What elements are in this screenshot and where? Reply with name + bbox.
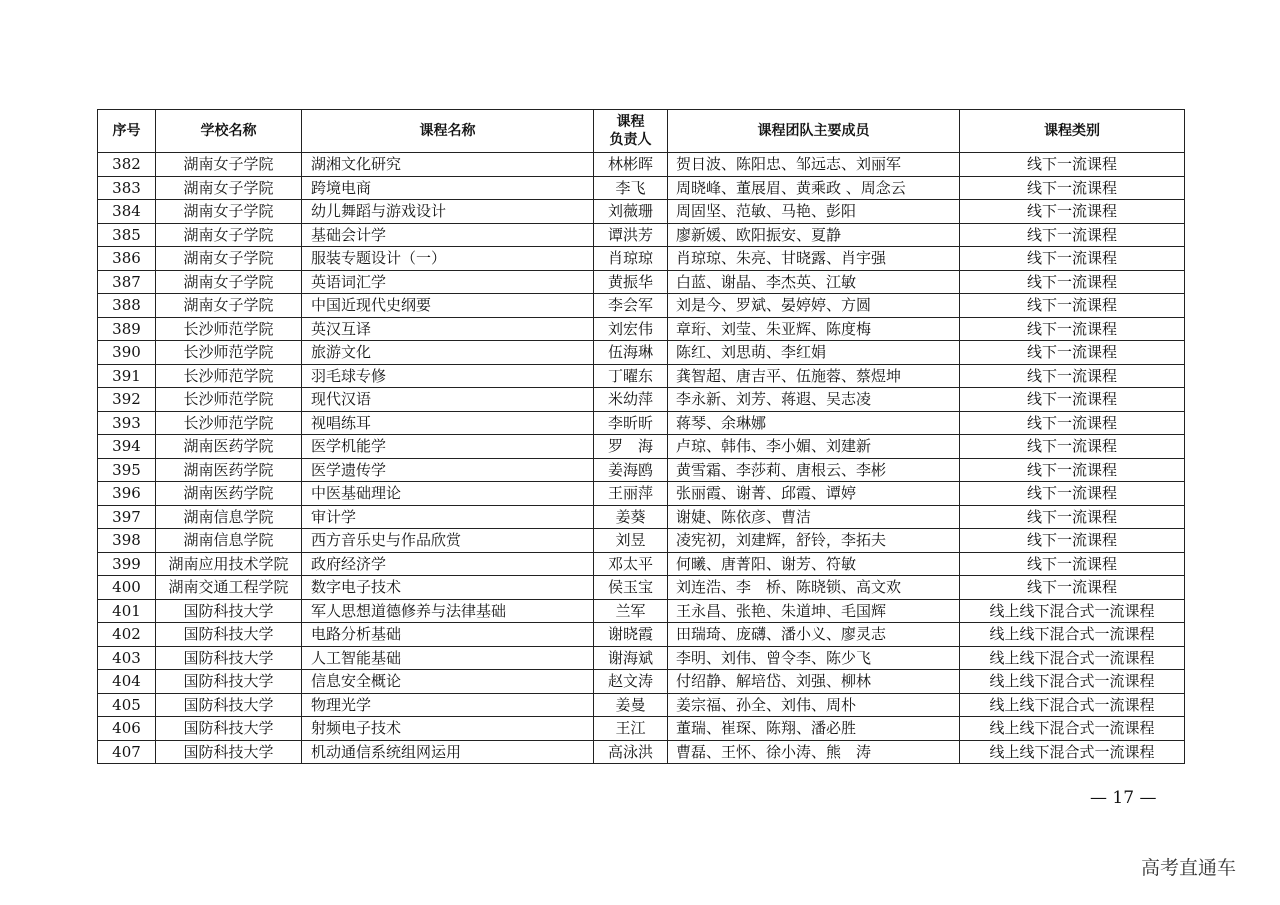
course-name-cell: 湖湘文化研究 xyxy=(302,153,594,177)
table-row xyxy=(98,505,1185,529)
course-type-cell: 线下一流课程 xyxy=(960,294,1185,318)
team-members-cell: 李永新、刘芳、蒋遐、吴志凌 xyxy=(668,388,960,412)
table-row xyxy=(98,294,1185,318)
team-members-cell: 张丽霞、谢菁、邱霞、谭婷 xyxy=(668,482,960,506)
row-index-cell: 387 xyxy=(98,270,156,294)
team-members-cell: 贺日波、陈阳忠、邹远志、刘丽军 xyxy=(668,153,960,177)
course-name-cell: 机动通信系统组网运用 xyxy=(302,740,594,764)
table-row xyxy=(98,435,1185,459)
row-index-cell: 406 xyxy=(98,717,156,741)
course-type-cell: 线下一流课程 xyxy=(960,270,1185,294)
course-leader-cell: 黄振华 xyxy=(594,270,668,294)
course-leader-cell: 伍海琳 xyxy=(594,341,668,365)
row-index-cell: 399 xyxy=(98,552,156,576)
school-name-cell: 国防科技大学 xyxy=(156,623,302,647)
course-name-cell: 服装专题设计（一） xyxy=(302,247,594,271)
row-index-cell: 400 xyxy=(98,576,156,600)
header-leader xyxy=(594,110,668,153)
school-name-cell: 国防科技大学 xyxy=(156,693,302,717)
course-name-cell: 审计学 xyxy=(302,505,594,529)
school-name-cell: 国防科技大学 xyxy=(156,670,302,694)
row-index-cell: 384 xyxy=(98,200,156,224)
table-row xyxy=(98,646,1185,670)
table-row xyxy=(98,458,1185,482)
school-name-cell: 长沙师范学院 xyxy=(156,388,302,412)
team-members-cell: 龚智超、唐吉平、伍施蓉、蔡煜坤 xyxy=(668,364,960,388)
table-row xyxy=(98,529,1185,553)
course-type-cell: 线上线下混合式一流课程 xyxy=(960,693,1185,717)
row-index-cell: 383 xyxy=(98,176,156,200)
school-name-cell: 湖南医药学院 xyxy=(156,458,302,482)
course-leader-cell: 邓太平 xyxy=(594,552,668,576)
course-leader-cell: 兰军 xyxy=(594,599,668,623)
team-members-cell: 周晓峰、董展眉、黄乘政 、周念云 xyxy=(668,176,960,200)
team-members-cell: 付绍静、解培岱、刘强、柳林 xyxy=(668,670,960,694)
course-type-cell: 线下一流课程 xyxy=(960,176,1185,200)
table-row xyxy=(98,693,1185,717)
team-members-cell: 卢琼、韩伟、李小媚、刘建新 xyxy=(668,435,960,459)
team-members-cell: 章珩、刘莹、朱亚辉、陈度梅 xyxy=(668,317,960,341)
school-name-cell: 湖南女子学院 xyxy=(156,153,302,177)
school-name-cell: 湖南信息学院 xyxy=(156,505,302,529)
team-members-cell: 白蓝、谢晶、李杰英、江敏 xyxy=(668,270,960,294)
team-members-cell: 董瑞、崔琛、陈翔、潘必胜 xyxy=(668,717,960,741)
course-name-cell: 中国近现代史纲要 xyxy=(302,294,594,318)
table-row xyxy=(98,623,1185,647)
row-index-cell: 394 xyxy=(98,435,156,459)
course-leader-cell: 刘薇珊 xyxy=(594,200,668,224)
course-type-cell: 线下一流课程 xyxy=(960,435,1185,459)
row-index-cell: 382 xyxy=(98,153,156,177)
table-row xyxy=(98,270,1185,294)
school-name-cell: 湖南医药学院 xyxy=(156,482,302,506)
team-members-cell: 黄雪霜、李莎莉、唐根云、李彬 xyxy=(668,458,960,482)
course-leader-cell: 刘昱 xyxy=(594,529,668,553)
course-type-cell: 线下一流课程 xyxy=(960,341,1185,365)
course-leader-cell: 姜曼 xyxy=(594,693,668,717)
table-row xyxy=(98,247,1185,271)
team-members-cell: 田瑞琦、庞礴、潘小义、廖灵志 xyxy=(668,623,960,647)
course-name-cell: 中医基础理论 xyxy=(302,482,594,506)
team-members-cell: 周固坚、范敏、马艳、彭阳 xyxy=(668,200,960,224)
course-leader-cell: 肖琼琼 xyxy=(594,247,668,271)
course-name-cell: 英汉互译 xyxy=(302,317,594,341)
row-index-cell: 390 xyxy=(98,341,156,365)
school-name-cell: 国防科技大学 xyxy=(156,599,302,623)
table-row xyxy=(98,341,1185,365)
team-members-cell: 曹磊、王怀、徐小涛、熊 涛 xyxy=(668,740,960,764)
course-type-cell: 线下一流课程 xyxy=(960,247,1185,271)
course-name-cell: 幼儿舞蹈与游戏设计 xyxy=(302,200,594,224)
team-members-cell: 凌宪初，刘建辉，舒铃，李拓夫 xyxy=(668,529,960,553)
watermark-text: 高考直通车 xyxy=(1141,857,1237,879)
team-members-cell: 蒋琴、余琳娜 xyxy=(668,411,960,435)
course-name-cell: 电路分析基础 xyxy=(302,623,594,647)
table-row xyxy=(98,740,1185,764)
course-leader-cell: 李飞 xyxy=(594,176,668,200)
team-members-cell: 陈红、刘思萌、李红娟 xyxy=(668,341,960,365)
school-name-cell: 湖南女子学院 xyxy=(156,247,302,271)
course-leader-cell: 米幼萍 xyxy=(594,388,668,412)
course-leader-cell: 李昕昕 xyxy=(594,411,668,435)
course-leader-cell: 高泳洪 xyxy=(594,740,668,764)
row-index-cell: 386 xyxy=(98,247,156,271)
course-type-cell: 线下一流课程 xyxy=(960,223,1185,247)
course-type-cell: 线下一流课程 xyxy=(960,153,1185,177)
course-name-cell: 军人思想道德修养与法律基础 xyxy=(302,599,594,623)
course-type-cell: 线上线下混合式一流课程 xyxy=(960,599,1185,623)
team-members-cell: 何曦、唐菁阳、谢芳、符敏 xyxy=(668,552,960,576)
course-leader-cell: 侯玉宝 xyxy=(594,576,668,600)
course-type-cell: 线下一流课程 xyxy=(960,458,1185,482)
course-type-cell: 线下一流课程 xyxy=(960,388,1185,412)
school-name-cell: 国防科技大学 xyxy=(156,717,302,741)
course-leader-cell: 丁曜东 xyxy=(594,364,668,388)
course-name-cell: 医学遗传学 xyxy=(302,458,594,482)
team-members-cell: 李明、刘伟、曾令李、陈少飞 xyxy=(668,646,960,670)
course-leader-cell: 谭洪芳 xyxy=(594,223,668,247)
page-number: — 17 — xyxy=(1090,788,1157,808)
school-name-cell: 湖南女子学院 xyxy=(156,223,302,247)
course-leader-cell: 王江 xyxy=(594,717,668,741)
row-index-cell: 397 xyxy=(98,505,156,529)
course-name-cell: 跨境电商 xyxy=(302,176,594,200)
table-header-row xyxy=(98,110,1185,153)
school-name-cell: 湖南女子学院 xyxy=(156,176,302,200)
table-row xyxy=(98,670,1185,694)
course-leader-cell: 谢海斌 xyxy=(594,646,668,670)
course-leader-cell: 王丽萍 xyxy=(594,482,668,506)
course-leader-cell: 赵文涛 xyxy=(594,670,668,694)
row-index-cell: 393 xyxy=(98,411,156,435)
header-leader-line2: 负责人 xyxy=(609,132,652,148)
course-type-cell: 线下一流课程 xyxy=(960,576,1185,600)
course-leader-cell: 姜葵 xyxy=(594,505,668,529)
table-row xyxy=(98,552,1185,576)
table-row xyxy=(98,153,1185,177)
course-name-cell: 现代汉语 xyxy=(302,388,594,412)
table-row xyxy=(98,200,1185,224)
team-members-cell: 刘是今、罗斌、晏婷婷、方圆 xyxy=(668,294,960,318)
row-index-cell: 392 xyxy=(98,388,156,412)
course-name-cell: 政府经济学 xyxy=(302,552,594,576)
course-name-cell: 射频电子技术 xyxy=(302,717,594,741)
row-index-cell: 405 xyxy=(98,693,156,717)
course-name-cell: 人工智能基础 xyxy=(302,646,594,670)
row-index-cell: 395 xyxy=(98,458,156,482)
header-leader-line1: 课程 xyxy=(616,114,645,130)
team-members-cell: 廖新媛、欧阳振安、夏静 xyxy=(668,223,960,247)
row-index-cell: 391 xyxy=(98,364,156,388)
row-index-cell: 404 xyxy=(98,670,156,694)
course-leader-cell: 姜海鸥 xyxy=(594,458,668,482)
course-leader-cell: 林彬晖 xyxy=(594,153,668,177)
school-name-cell: 湖南女子学院 xyxy=(156,294,302,318)
course-type-cell: 线下一流课程 xyxy=(960,317,1185,341)
team-members-cell: 王永昌、张艳、朱道坤、毛国辉 xyxy=(668,599,960,623)
school-name-cell: 国防科技大学 xyxy=(156,740,302,764)
row-index-cell: 389 xyxy=(98,317,156,341)
course-name-cell: 信息安全概论 xyxy=(302,670,594,694)
course-type-cell: 线下一流课程 xyxy=(960,552,1185,576)
course-type-cell: 线下一流课程 xyxy=(960,200,1185,224)
header-type: 课程类别 xyxy=(960,110,1185,153)
course-leader-cell: 刘宏伟 xyxy=(594,317,668,341)
course-leader-cell: 谢晓霞 xyxy=(594,623,668,647)
course-name-cell: 羽毛球专修 xyxy=(302,364,594,388)
table-row xyxy=(98,223,1185,247)
team-members-cell: 姜宗福、孙全、刘伟、周朴 xyxy=(668,693,960,717)
row-index-cell: 398 xyxy=(98,529,156,553)
school-name-cell: 湖南女子学院 xyxy=(156,200,302,224)
course-type-cell: 线下一流课程 xyxy=(960,482,1185,506)
header-school: 学校名称 xyxy=(156,110,302,153)
table-row xyxy=(98,411,1185,435)
course-type-cell: 线上线下混合式一流课程 xyxy=(960,670,1185,694)
school-name-cell: 长沙师范学院 xyxy=(156,411,302,435)
team-members-cell: 肖琼琼、朱亮、甘晓露、肖宇强 xyxy=(668,247,960,271)
table-row xyxy=(98,599,1185,623)
school-name-cell: 长沙师范学院 xyxy=(156,341,302,365)
course-name-cell: 英语词汇学 xyxy=(302,270,594,294)
table-row xyxy=(98,576,1185,600)
course-type-cell: 线下一流课程 xyxy=(960,364,1185,388)
course-type-cell: 线下一流课程 xyxy=(960,529,1185,553)
table-row xyxy=(98,176,1185,200)
school-name-cell: 长沙师范学院 xyxy=(156,317,302,341)
table-row xyxy=(98,388,1185,412)
school-name-cell: 国防科技大学 xyxy=(156,646,302,670)
row-index-cell: 403 xyxy=(98,646,156,670)
school-name-cell: 湖南女子学院 xyxy=(156,270,302,294)
team-members-cell: 刘连浩、李 桥、陈晓锁、高文欢 xyxy=(668,576,960,600)
course-name-cell: 医学机能学 xyxy=(302,435,594,459)
school-name-cell: 长沙师范学院 xyxy=(156,364,302,388)
course-leader-cell: 李会军 xyxy=(594,294,668,318)
course-name-cell: 基础会计学 xyxy=(302,223,594,247)
course-type-cell: 线上线下混合式一流课程 xyxy=(960,646,1185,670)
course-name-cell: 物理光学 xyxy=(302,693,594,717)
school-name-cell: 湖南医药学院 xyxy=(156,435,302,459)
course-leader-cell: 罗 海 xyxy=(594,435,668,459)
course-type-cell: 线下一流课程 xyxy=(960,411,1185,435)
school-name-cell: 湖南应用技术学院 xyxy=(156,552,302,576)
row-index-cell: 396 xyxy=(98,482,156,506)
row-index-cell: 385 xyxy=(98,223,156,247)
table-row xyxy=(98,717,1185,741)
team-members-cell: 谢婕、陈依彦、曹洁 xyxy=(668,505,960,529)
row-index-cell: 407 xyxy=(98,740,156,764)
school-name-cell: 湖南交通工程学院 xyxy=(156,576,302,600)
table-row xyxy=(98,364,1185,388)
course-name-cell: 数字电子技术 xyxy=(302,576,594,600)
course-type-cell: 线上线下混合式一流课程 xyxy=(960,623,1185,647)
course-name-cell: 旅游文化 xyxy=(302,341,594,365)
course-table xyxy=(97,109,1185,764)
row-index-cell: 402 xyxy=(98,623,156,647)
table-row xyxy=(98,482,1185,506)
course-type-cell: 线下一流课程 xyxy=(960,505,1185,529)
row-index-cell: 388 xyxy=(98,294,156,318)
table-row xyxy=(98,317,1185,341)
header-course: 课程名称 xyxy=(302,110,594,153)
course-name-cell: 西方音乐史与作品欣赏 xyxy=(302,529,594,553)
row-index-cell: 401 xyxy=(98,599,156,623)
course-name-cell: 视唱练耳 xyxy=(302,411,594,435)
course-type-cell: 线上线下混合式一流课程 xyxy=(960,717,1185,741)
header-team: 课程团队主要成员 xyxy=(668,110,960,153)
school-name-cell: 湖南信息学院 xyxy=(156,529,302,553)
course-type-cell: 线上线下混合式一流课程 xyxy=(960,740,1185,764)
header-index: 序号 xyxy=(98,110,156,153)
table-body xyxy=(98,153,1185,764)
